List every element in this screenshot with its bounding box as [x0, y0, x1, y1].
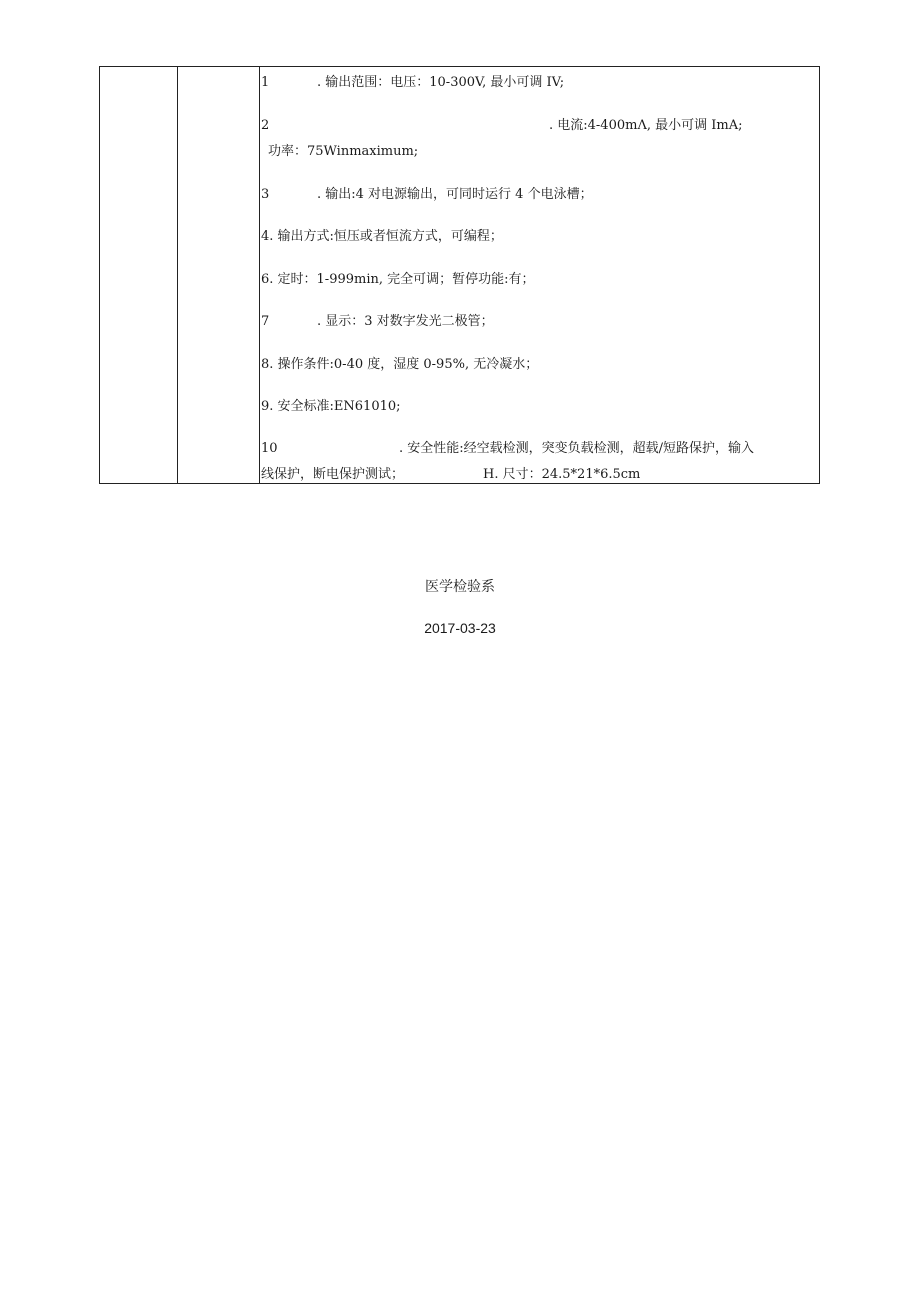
- spec-text: . 显示：3 对数字发光二极管；: [317, 314, 494, 329]
- spec-line-10-cont: [261, 466, 640, 484]
- spec-line-9: [261, 398, 401, 416]
- spec-line-8: [261, 356, 538, 374]
- column-divider-1: [177, 67, 178, 483]
- column-divider-2: [259, 67, 260, 483]
- spec-size: H. 尺寸：24.5*21*6.5cm: [483, 467, 641, 482]
- department-name: 医学检验系: [425, 579, 495, 595]
- spec-number: 3: [261, 187, 270, 202]
- spec-line-3: [261, 186, 593, 204]
- spec-text: 4. 输出方式:恒压或者恒流方式，可编程；: [261, 229, 503, 244]
- spec-table: [99, 66, 820, 484]
- spec-text: . 输出范围：电压：10-300V, 最小可调 IV;: [317, 75, 565, 90]
- spec-text: 6. 定时：1-999min, 完全可调；暂停功能:有；: [261, 272, 535, 287]
- spec-text: . 输出:4 对电源输出，可同时运行 4 个电泳槽；: [317, 187, 593, 202]
- spec-number: 10: [261, 441, 278, 456]
- spec-number: 1: [261, 75, 270, 90]
- spec-line-1: [261, 74, 564, 92]
- spec-number: 2: [261, 118, 270, 133]
- spec-text: 线保护，断电保护测试；: [261, 467, 405, 482]
- spec-number: 7: [261, 314, 270, 329]
- spec-text: 功率：75Winmaximum;: [268, 144, 419, 159]
- spec-line-2-power: [268, 143, 418, 161]
- spec-text: 9. 安全标准:EN61010;: [261, 399, 401, 414]
- spec-line-4: [261, 228, 503, 246]
- document-date: 2017-03-23: [424, 620, 496, 636]
- spec-text: 8. 操作条件:0-40 度，湿度 0-95%, 无冷凝水；: [261, 357, 539, 372]
- spec-line-2: [261, 117, 742, 135]
- spec-text: . 电流:4-400mΛ, 最小可调 ImA;: [549, 118, 743, 133]
- spec-line-10: [261, 440, 754, 458]
- spec-line-6: [261, 271, 535, 289]
- spec-line-7: [261, 313, 494, 331]
- spec-text: . 安全性能:经空载检测，突变负载检测，超载/短路保护，输入: [399, 441, 755, 456]
